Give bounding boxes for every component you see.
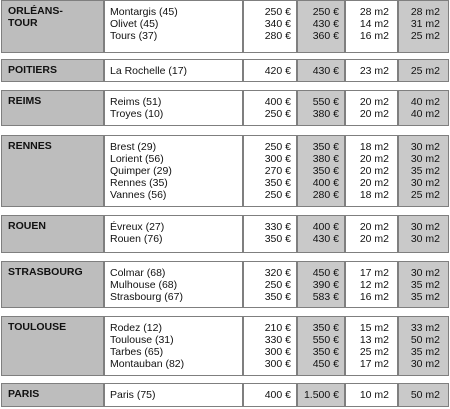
area-max-value: 35 m2	[410, 165, 440, 177]
area-min-cell	[345, 383, 398, 407]
city-cell	[104, 261, 243, 308]
city-cell	[104, 0, 243, 53]
area-min-value: 15 m2	[359, 322, 389, 334]
city-value: Paris (75)	[110, 389, 156, 401]
price-max-value: 350 €	[312, 141, 339, 153]
price-max-value: 550 €	[312, 334, 339, 346]
region-group	[1, 261, 449, 308]
city-value: Tarbes (65)	[110, 346, 164, 358]
area-min-value: 20 m2	[359, 96, 389, 108]
area-max-value: 30 m2	[410, 233, 440, 245]
area-min-value: 28 m2	[359, 6, 389, 18]
area-min-value: 17 m2	[359, 267, 389, 279]
area-min-value: 16 m2	[359, 291, 389, 303]
price-min-value: 210 €	[264, 322, 291, 334]
region-cell	[1, 90, 104, 126]
city-value: Olivet (45)	[110, 18, 159, 30]
area-min-cell	[345, 215, 398, 253]
price-min-cell	[243, 59, 297, 82]
city-value: Rennes (35)	[110, 177, 168, 189]
region-group	[1, 135, 449, 207]
area-min-value: 13 m2	[359, 334, 389, 346]
city-value: Évreux (27)	[110, 221, 165, 233]
area-max-value: 30 m2	[410, 267, 440, 279]
city-cell	[104, 135, 243, 207]
area-max-cell	[398, 316, 449, 376]
price-min-cell	[243, 0, 297, 53]
area-max-value: 40 m2	[410, 96, 440, 108]
area-min-cell	[345, 316, 398, 376]
region-group	[1, 90, 449, 126]
price-min-value: 300 €	[264, 153, 291, 165]
area-min-value: 12 m2	[359, 279, 389, 291]
city-cell	[104, 316, 243, 376]
area-max-value: 30 m2	[410, 221, 440, 233]
area-min-value: 20 m2	[359, 233, 389, 245]
area-max-cell	[398, 215, 449, 253]
price-max-value: 450 €	[312, 358, 339, 370]
region-cell	[1, 261, 104, 308]
area-max-value: 35 m2	[410, 279, 440, 291]
price-min-cell	[243, 215, 297, 253]
price-min-value: 250 €	[264, 279, 291, 291]
area-max-value: 30 m2	[410, 358, 440, 370]
city-value: Strasbourg (67)	[110, 291, 183, 303]
price-min-value: 420 €	[264, 65, 291, 77]
price-max-value: 390 €	[312, 279, 339, 291]
price-min-value: 350 €	[264, 291, 291, 303]
area-max-value: 33 m2	[410, 322, 440, 334]
area-min-value: 20 m2	[359, 108, 389, 120]
price-max-cell	[297, 316, 345, 376]
city-value: Rouen (76)	[110, 233, 163, 245]
price-max-value: 1.500 €	[303, 389, 339, 401]
area-min-cell	[345, 90, 398, 126]
city-cell	[104, 215, 243, 253]
area-min-value: 20 m2	[359, 177, 389, 189]
area-min-cell	[345, 0, 398, 53]
area-min-value: 20 m2	[359, 153, 389, 165]
price-max-value: 400 €	[312, 221, 339, 233]
price-max-cell	[297, 135, 345, 207]
region-cell	[1, 59, 104, 82]
region-name: PARIS	[8, 388, 40, 400]
region-cell	[1, 135, 104, 207]
area-max-value: 50 m2	[410, 389, 440, 401]
price-min-cell	[243, 90, 297, 126]
area-max-value: 35 m2	[410, 291, 440, 303]
price-min-value: 280 €	[264, 30, 291, 42]
region-cell	[1, 316, 104, 376]
area-min-cell	[345, 261, 398, 308]
area-max-cell	[398, 261, 449, 308]
price-min-value: 400 €	[264, 389, 291, 401]
area-min-value: 10 m2	[359, 389, 389, 401]
price-min-value: 320 €	[264, 267, 291, 279]
area-min-cell	[345, 59, 398, 82]
area-min-value: 25 m2	[359, 346, 389, 358]
city-value: Toulouse (31)	[110, 334, 174, 346]
area-min-value: 18 m2	[359, 189, 389, 201]
price-max-cell	[297, 261, 345, 308]
area-min-value: 23 m2	[359, 65, 389, 77]
area-max-cell	[398, 383, 449, 407]
region-name: RENNES	[8, 140, 52, 152]
area-min-cell	[345, 135, 398, 207]
area-max-cell	[398, 0, 449, 53]
price-max-value: 250 €	[312, 6, 339, 18]
area-max-value: 31 m2	[410, 18, 440, 30]
region-name: ORLÉANS- TOUR	[8, 5, 63, 29]
region-group	[1, 0, 449, 53]
price-max-cell	[297, 0, 345, 53]
city-value: La Rochelle (17)	[110, 65, 188, 77]
region-cell	[1, 383, 104, 407]
price-max-value: 380 €	[312, 108, 339, 120]
city-value: Reims (51)	[110, 96, 162, 108]
area-max-value: 35 m2	[410, 346, 440, 358]
city-value: Colmar (68)	[110, 267, 166, 279]
area-max-value: 28 m2	[410, 6, 440, 18]
price-max-value: 380 €	[312, 153, 339, 165]
price-min-value: 350 €	[264, 177, 291, 189]
price-min-value: 340 €	[264, 18, 291, 30]
area-min-value: 14 m2	[359, 18, 389, 30]
price-max-value: 280 €	[312, 189, 339, 201]
price-max-value: 400 €	[312, 177, 339, 189]
price-max-value: 350 €	[312, 322, 339, 334]
price-max-value: 450 €	[312, 267, 339, 279]
area-min-value: 20 m2	[359, 165, 389, 177]
area-min-value: 20 m2	[359, 221, 389, 233]
price-min-value: 300 €	[264, 346, 291, 358]
area-min-value: 17 m2	[359, 358, 389, 370]
price-max-value: 430 €	[312, 65, 339, 77]
region-name: POITIERS	[8, 64, 58, 76]
city-value: Tours (37)	[110, 30, 158, 42]
area-max-value: 30 m2	[410, 153, 440, 165]
city-value: Montargis (45)	[110, 6, 178, 18]
price-max-value: 350 €	[312, 346, 339, 358]
price-max-value: 430 €	[312, 18, 339, 30]
area-max-value: 50 m2	[410, 334, 440, 346]
city-value: Lorient (56)	[110, 153, 164, 165]
price-max-value: 350 €	[312, 165, 339, 177]
area-max-cell	[398, 135, 449, 207]
price-min-value: 250 €	[264, 6, 291, 18]
price-max-value: 550 €	[312, 96, 339, 108]
price-min-value: 250 €	[264, 189, 291, 201]
region-name: TOULOUSE	[8, 321, 67, 333]
city-value: Rodez (12)	[110, 322, 162, 334]
region-name: REIMS	[8, 95, 42, 107]
city-cell	[104, 383, 243, 407]
city-value: Mulhouse (68)	[110, 279, 178, 291]
city-value: Vannes (56)	[110, 189, 167, 201]
price-min-cell	[243, 135, 297, 207]
area-min-value: 16 m2	[359, 30, 389, 42]
price-min-value: 330 €	[264, 334, 291, 346]
price-max-value: 583 €	[312, 291, 339, 303]
region-group	[1, 215, 449, 253]
price-min-value: 400 €	[264, 96, 291, 108]
city-value: Brest (29)	[110, 141, 157, 153]
region-cell	[1, 0, 104, 53]
price-min-value: 250 €	[264, 108, 291, 120]
region-group	[1, 383, 449, 407]
price-min-cell	[243, 383, 297, 407]
area-max-value: 25 m2	[410, 30, 440, 42]
area-max-cell	[398, 59, 449, 82]
area-max-value: 30 m2	[410, 177, 440, 189]
area-min-value: 18 m2	[359, 141, 389, 153]
price-min-cell	[243, 261, 297, 308]
city-cell	[104, 90, 243, 126]
price-min-value: 350 €	[264, 233, 291, 245]
area-max-cell	[398, 90, 449, 126]
price-min-cell	[243, 316, 297, 376]
region-name: ROUEN	[8, 220, 46, 232]
region-group	[1, 59, 449, 82]
area-max-value: 25 m2	[410, 65, 440, 77]
area-max-value: 40 m2	[410, 108, 440, 120]
city-value: Troyes (10)	[110, 108, 164, 120]
price-max-cell	[297, 59, 345, 82]
city-cell	[104, 59, 243, 82]
price-min-value: 250 €	[264, 141, 291, 153]
price-max-cell	[297, 383, 345, 407]
region-name: STRASBOURG	[8, 266, 83, 278]
price-max-cell	[297, 215, 345, 253]
region-group	[1, 316, 449, 376]
city-value: Quimper (29)	[110, 165, 172, 177]
price-min-value: 300 €	[264, 358, 291, 370]
city-value: Montauban (82)	[110, 358, 185, 370]
price-max-cell	[297, 90, 345, 126]
price-min-value: 330 €	[264, 221, 291, 233]
price-max-value: 360 €	[312, 30, 339, 42]
price-max-value: 430 €	[312, 233, 339, 245]
area-max-value: 30 m2	[410, 141, 440, 153]
region-cell	[1, 215, 104, 253]
area-max-value: 25 m2	[410, 189, 440, 201]
price-min-value: 270 €	[264, 165, 291, 177]
